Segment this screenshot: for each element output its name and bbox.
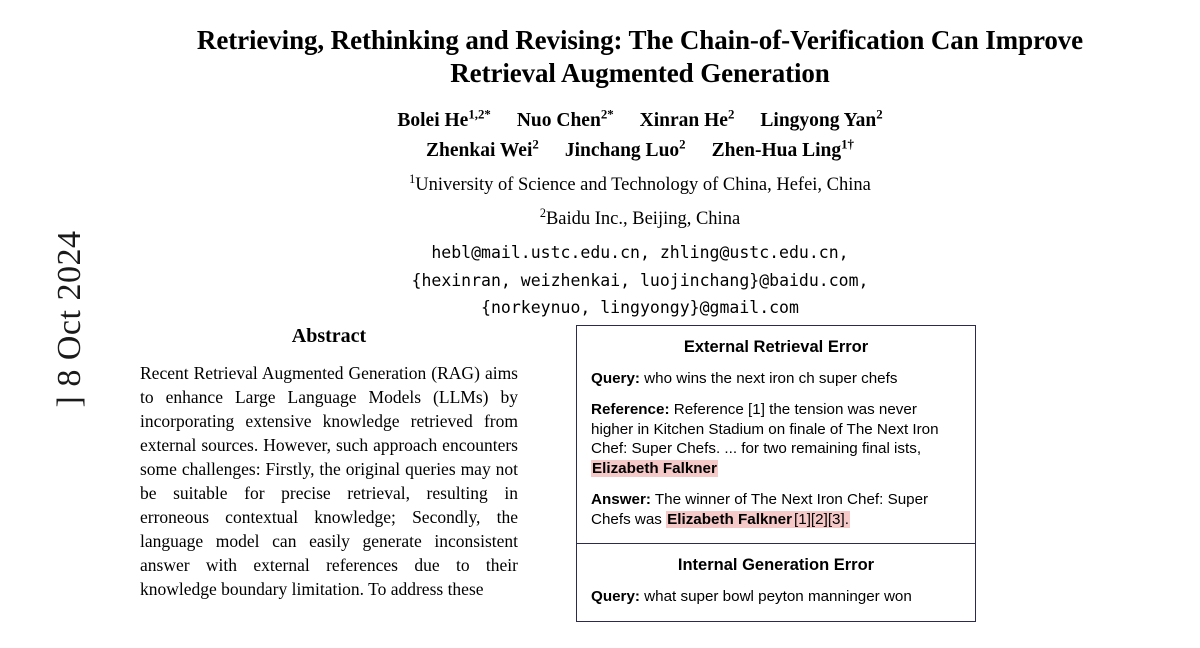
- author-list: [140, 106, 1140, 166]
- author: [397, 107, 491, 132]
- author-affiliation-marker: 2: [532, 137, 539, 152]
- author-affiliation-marker: 2: [727, 107, 735, 122]
- figure-query-label: Query:: [591, 588, 640, 606]
- author-name: Zhen-Hua Ling: [711, 140, 842, 162]
- author-name: Zhenkai Wei: [426, 140, 533, 162]
- body-columns: [140, 325, 1140, 622]
- author: [564, 137, 686, 162]
- page-title: Retrieving, Rethinking and Revising: The Chain-of-Verification Can Improve Retrieval Augmented Generation: [196, 25, 1084, 88]
- author-row-1: [140, 106, 1140, 136]
- arxiv-stamp: [0, 0, 120, 648]
- author-row-2: [140, 136, 1140, 166]
- author: [711, 137, 854, 162]
- author: [639, 107, 735, 132]
- author-affiliation-marker: 2: [679, 137, 686, 152]
- affiliation-marker: 1: [409, 172, 416, 187]
- affiliation-text: University of Science and Technology of China, Hefei, China: [415, 175, 871, 196]
- abstract-text: Recent Retrieval Augmented Generation (RAG) aims to enhance Large Language Models (LLMs) by incorporating extensive knowledge retrieved from external sources. However, such approach encounters some challenges: Firstly, the original queries may not be suitable for precise retrieval, resulting in erroneous contextual knowledge; Secondly, the language model can easily generate inconsistent answer with external references due to their knowledge boundary limitation. To address these: [140, 363, 518, 599]
- arxiv-stamp-text: ] 8 Oct 2024: [51, 230, 88, 408]
- email-line: hebl@mail.ustc.edu.cn, zhling@ustc.edu.cn,: [431, 243, 849, 263]
- contact-emails: [140, 239, 1140, 321]
- figure-panel-internal-generation-error: [577, 543, 975, 620]
- figure-answer-label: Answer:: [591, 491, 651, 509]
- figure-answer-text: The winner of The Next Iron Chef: Super Chefs was: [591, 491, 929, 528]
- figure-query-label: Query:: [591, 370, 640, 387]
- author-affiliation-marker: 1,2*: [468, 107, 491, 122]
- figure-reference-label: Reference:: [591, 401, 670, 419]
- author-name: Xinran He: [639, 110, 728, 132]
- author-name: Jinchang Luo: [564, 140, 680, 162]
- author: [516, 107, 614, 132]
- figure-reference-text: Reference [1] the tension was never higher in Kitchen Stadium on finale of The Next Iron Chef: Super Chefs. ... for two remaining final ists,: [591, 401, 939, 458]
- figure-column: [576, 325, 976, 622]
- author-name: Lingyong Yan: [760, 110, 877, 132]
- author-affiliation-marker: 2: [876, 107, 883, 122]
- figure-query-line: [591, 369, 961, 388]
- author: [426, 137, 539, 162]
- figure-query-text: what super bowl peyton manninger won: [639, 588, 912, 606]
- figure-panel-title: External Retrieval Error: [683, 338, 869, 356]
- author-affiliation-marker: 1†: [841, 137, 854, 152]
- abstract-column: [140, 325, 518, 622]
- figure-panel-external-retrieval-error: [577, 326, 975, 543]
- author-affiliation-marker: 2*: [600, 107, 614, 122]
- figure-query-line: [591, 587, 961, 606]
- author-name: Bolei He: [397, 110, 469, 132]
- author-name: Nuo Chen: [516, 110, 601, 132]
- figure-reference-highlight: Elizabeth Falkner: [592, 459, 717, 477]
- figure-query-text: who wins the next iron ch super chefs: [639, 370, 898, 387]
- affiliation-marker: 2: [539, 206, 546, 221]
- email-line: {norkeynuo, lingyongy}@gmail.com: [481, 297, 799, 317]
- affiliation-text: Baidu Inc., Beijing, China: [545, 209, 741, 230]
- figure-answer-line: [591, 490, 961, 529]
- figure-panel-title: Internal Generation Error: [677, 556, 875, 575]
- figure-answer-highlight: Elizabeth Falkner: [667, 510, 793, 528]
- paper-page: [140, 0, 1140, 648]
- email-line: {hexinran, weizhenkai, luojinchang}@baidu.com,: [411, 270, 869, 290]
- abstract-heading: Abstract: [291, 325, 367, 347]
- affiliation-1: [140, 171, 1140, 199]
- affiliation-2: [140, 205, 1140, 233]
- figure-reference-line: [591, 400, 961, 478]
- author: [760, 107, 883, 132]
- figure-answer-citations: [1][2][3].: [794, 510, 849, 528]
- figure-box: [576, 325, 976, 622]
